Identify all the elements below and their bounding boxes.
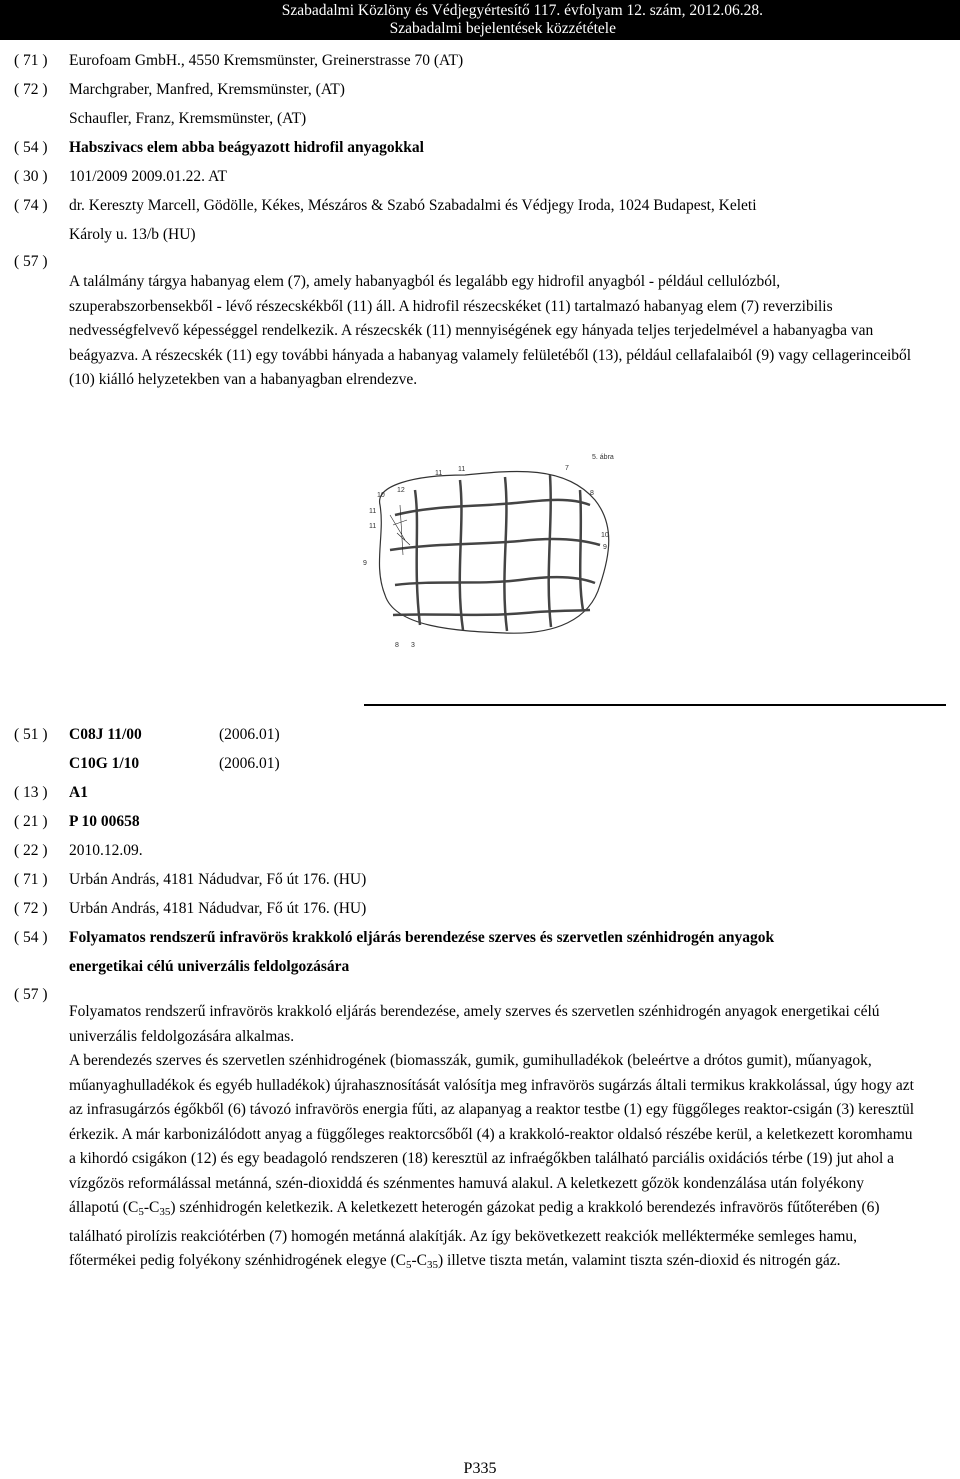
figure-label: 12	[397, 487, 405, 494]
section-title: Szabadalmi bejelentések közzététele	[389, 20, 616, 37]
inid-code: ( 54 )	[14, 139, 48, 156]
ipc-date: (2006.01)	[219, 755, 280, 772]
inid-code: ( 71 )	[14, 871, 48, 888]
patent-drawing	[355, 445, 625, 650]
ipc-class: C08J 11/00	[69, 726, 142, 743]
inid-code: ( 22 )	[14, 842, 48, 859]
inid-code: ( 51 )	[14, 726, 48, 743]
figure-label: 3	[411, 642, 415, 649]
figure-label: 11	[435, 470, 443, 477]
application-number: P 10 00658	[69, 813, 140, 830]
figure-label: 10	[601, 532, 609, 539]
representative: Károly u. 13/b (HU)	[69, 226, 196, 243]
figure-label: 7	[565, 465, 569, 472]
journal-title: Szabadalmi Közlöny és Védjegyértesítő 117. évfolyam 12. szám, 2012.06.28.	[281, 2, 763, 19]
priority-data: 101/2009 2009.01.22. AT	[69, 168, 228, 185]
section-divider	[364, 704, 946, 706]
invention-title: energetikai célú univerzális feldolgozására	[69, 958, 350, 975]
inid-code: ( 74 )	[14, 197, 48, 214]
page-number: P335	[463, 1460, 497, 1477]
figure-label: 9	[603, 544, 607, 551]
foam-cell-drawing	[355, 445, 625, 650]
representative: dr. Kereszty Marcell, Gödölle, Kékes, Mészáros & Szabó Szabadalmi és Védjegy Iroda, 1024 Budapest, Keleti	[69, 197, 757, 214]
abstract-paragraph: A berendezés szerves és szervetlen szénhidrogének (biomasszák, gumik, gumihulladékok (beleértve a drótos gumit), műanyagok, műanyaghulladékok és egyéb hulladékok) újrahasznosítását valósítja meg infravörös sugárzás általi termikus krakkolással, úgy hogy azt az infrasugárzós égőkből (6) távozó infravörös energia fűti, az alapanyag a reaktor testbe (1) egy függőleges reaktor-csigán (3) keresztül érkezik. A már karbonizálódott anyag a függőleges reaktorcsőből (4) a krakkoló-reaktor oldalsó részébe kerül, a keletkezett koromhamu a kihordó csigákon (12) és egy beadagoló rendszeren (18) keresztül az infraégőkben található parciális oxidációs térbe (19) jut ahol a vízgőzös reformálással metánná, szén-dioxiddá és szénmentes hamuvá alakul. A keletkezett gőzök kondenzálása után folyékony állapotú $(C_5-C_{35})$ szénhidrogén keletkezik. A keletkezett heterogén gázokat pedig a krakkoló berendezés infravörös fűtőterében (6) található pirolízis reakciótérben (7) homogén metánná alakítják. Az így bekövetkezett reakciók mellékterméke semleges hamu, főtermékei pedig folyékony szénhidrogének elegye $(C_5-C_{35})$ illetve tiszta metán, valamint tiszta szén-dioxid és nitrogén gáz.	[69, 1052, 915, 1271]
inid-code: ( 57 )	[14, 986, 48, 1003]
figure-label: 11	[369, 523, 377, 530]
inid-code: ( 54 )	[14, 929, 48, 946]
inid-code: ( 13 )	[14, 784, 48, 801]
invention-title: Habszivacs elem abba beágyazott hidrofil anyagokkal	[69, 139, 424, 156]
inventor: Marchgraber, Manfred, Kremsmünster, (AT)	[69, 81, 345, 98]
page-header	[0, 0, 960, 40]
applicant: Urbán András, 4181 Nádudvar, Fő út 176. (HU)	[69, 871, 367, 888]
ipc-date: (2006.01)	[219, 726, 280, 743]
filing-date: 2010.12.09.	[69, 842, 143, 859]
figure-label: 11	[458, 466, 466, 473]
inventor: Schaufler, Franz, Kremsmünster, (AT)	[69, 110, 307, 127]
inid-code: ( 71 )	[14, 52, 48, 69]
document-kind: A1	[69, 784, 88, 801]
figure-caption: 5. ábra	[592, 454, 614, 461]
figure-label: 11	[369, 508, 377, 515]
figure-label: 9	[363, 560, 367, 567]
figure-label: 8	[590, 490, 594, 497]
inid-code: ( 30 )	[14, 168, 48, 185]
abstract-paragraph: Folyamatos rendszerű infravörös krakkoló eljárás berendezése, amely szerves és szervetlen szénhidrogén anyagok energetikai célú univerzális feldolgozására alkalmas.	[69, 1003, 880, 1045]
ipc-class: C10G 1/10	[69, 755, 140, 772]
abstract: A találmány tárgya habanyag elem (7), amely habanyagból és legalább egy hidrofil anyagból - például cellulózból, szuperabszorbensekből - lévő részecskékből (11) áll. A hidrofil részecskéket (11) tartalmazó habanyag elem (7) reverzibilis nedvességfelvevő képességgel rendelkezik. A részecskék (11) mennyiségének egy hányada teljes terjedelmével a habanyagba van beágyazva. A részecskék (11) egy további hányada a habanyag valamely felületéből (13), például cellafalaiból (9) vagy cellagerinceiből (10) kiálló helyzetekben van a habanyagban elrendezve.	[69, 273, 912, 388]
inid-code: ( 21 )	[14, 813, 48, 830]
inid-code: ( 57 )	[14, 253, 48, 270]
inid-code: ( 72 )	[14, 900, 48, 917]
applicant: Eurofoam GmbH., 4550 Kremsmünster, Greinerstrasse 70 (AT)	[69, 52, 464, 69]
inventor: Urbán András, 4181 Nádudvar, Fő út 176. (HU)	[69, 900, 367, 917]
figure-label: 8	[395, 642, 399, 649]
invention-title: Folyamatos rendszerű infravörös krakkoló eljárás berendezése szerves és szervetlen szénhidrogén anyagok	[69, 929, 775, 946]
abstract	[69, 1000, 917, 1278]
inid-code: ( 72 )	[14, 81, 48, 98]
figure-label: 10	[377, 492, 385, 499]
